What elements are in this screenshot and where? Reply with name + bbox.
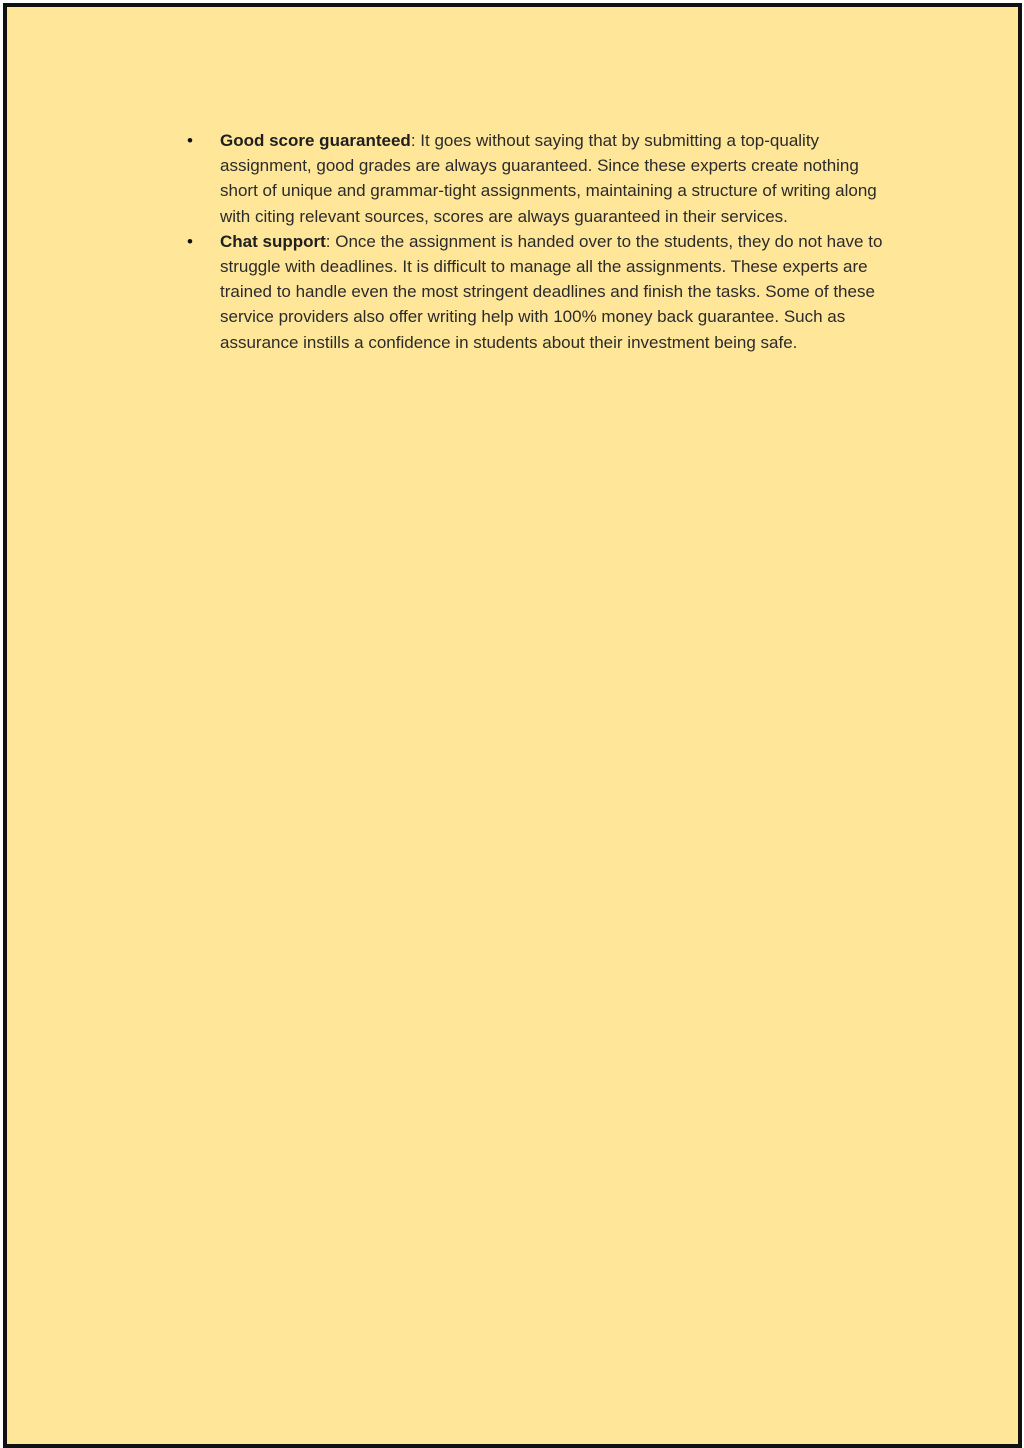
list-item-text: : It goes without saying that by submitting a top-quality assignment, good grades are always guaranteed. Since these experts create nothing short of unique and grammar-tight assignments, maintaining a structure of writing along with citing relevant sources, scores are always guaranteed in their services. <box>220 131 877 226</box>
list-item-term: Good score guaranteed <box>220 131 411 150</box>
list-item-text: : Once the assignment is handed over to the students, they do not have to struggle with deadlines. It is difficult to manage all the assignments. These experts are trained to handle even the most stringent deadlines and finish the tasks. Some of these service providers also offer writing help with 100% money back guarantee. Such as assurance instills a confidence in students about their investment being safe. <box>220 231 883 352</box>
bullet-list <box>183 128 883 355</box>
list-item <box>183 229 883 355</box>
bullet-icon: • <box>187 231 193 251</box>
page-content <box>183 128 883 355</box>
list-item-term: Chat support <box>220 231 326 251</box>
bullet-icon: • <box>187 131 193 150</box>
list-item <box>183 128 883 229</box>
document-page <box>3 3 1022 1448</box>
